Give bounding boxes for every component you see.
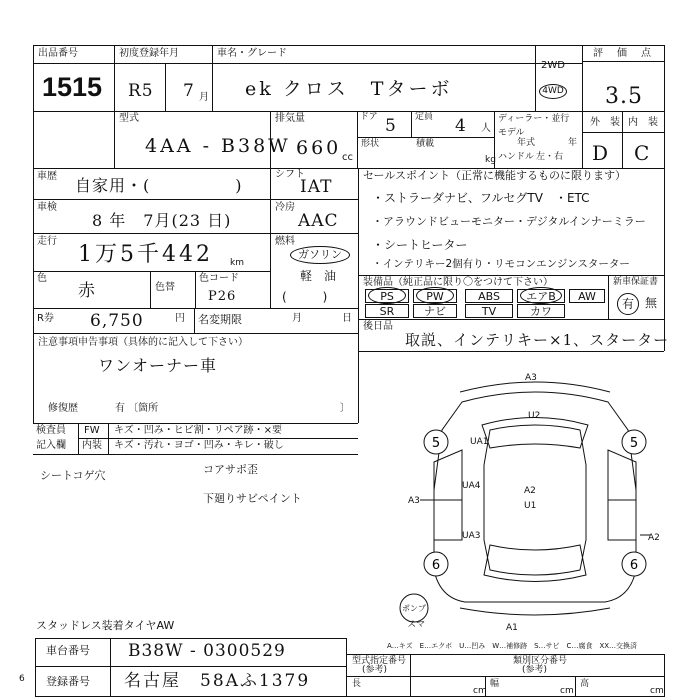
inspector-fw: FW — [84, 425, 100, 436]
ac-value: AAC — [298, 211, 339, 231]
tire-front-right — [622, 430, 646, 454]
type-label: 型式 — [119, 113, 139, 124]
exterior-grade: D — [592, 141, 610, 165]
equipment-title: 装備品（純正品に限り〇をつけて下さい） — [363, 277, 553, 288]
displacement-label: 排気量 — [275, 113, 305, 124]
color-code-value: P26 — [208, 289, 237, 304]
equip-ps-label: PS — [380, 290, 394, 303]
model-year-unit: 年 — [568, 138, 578, 148]
handle-options: 左・右 — [536, 152, 564, 162]
new-car-warranty-label: 新車保証書 — [613, 277, 659, 287]
repair-history-value: 有 〔箇所 — [115, 403, 159, 414]
tire-rear-left — [424, 552, 448, 576]
equip-airbag-circle — [520, 287, 562, 304]
selling-point-3: ・シートヒーター — [372, 238, 468, 252]
equip-leather — [517, 304, 565, 318]
notes-line-1: ワンオーナー車 — [98, 356, 218, 375]
fuel-label: 燃料 — [275, 236, 295, 247]
exterior-grade-label: 外 装 — [590, 117, 620, 128]
page-number: 6 — [19, 674, 25, 684]
doors-value: 5 — [385, 116, 397, 136]
shape-label: 形状 — [361, 139, 380, 149]
remark-4: スタッドレス装着タイヤAW — [36, 619, 175, 632]
remark-2: コアサポ歪 — [203, 463, 258, 476]
tire-front-left-depth: 5 — [431, 436, 441, 451]
inspection-value: 8 年 7月(23 日) — [92, 211, 232, 230]
chassis-number: B38W - 0300529 — [128, 641, 286, 661]
color-label: 色 — [37, 273, 47, 284]
repair-history-close: 〕 — [340, 403, 350, 414]
equip-sr — [365, 304, 409, 318]
capacity-label: 定員 — [415, 112, 434, 122]
class-number-label: 類別区分番号 — [513, 656, 568, 666]
dealer-label: ディーラー・並行 — [498, 114, 570, 124]
displacement-value: 660 — [296, 137, 342, 159]
mileage-value: 1万5千442 — [78, 242, 213, 267]
tire-front-right-depth: 5 — [629, 436, 639, 451]
color-value: 赤 — [78, 281, 96, 301]
selling-points-title: セールスポイント（正常に機能するものに限ります） — [363, 169, 627, 182]
inspection-label: 車検 — [37, 202, 57, 213]
first-registration-label: 初度登録年月 — [119, 48, 179, 59]
repair-history-label: 修復歴 — [48, 403, 78, 414]
doors-label: ドア — [360, 112, 378, 122]
spare-label: ポンプ — [402, 604, 426, 613]
spare-marker — [400, 594, 428, 622]
mark-left-side: A3 — [408, 496, 420, 506]
equip-pw-label: PW — [426, 290, 444, 303]
equip-navi — [413, 304, 457, 318]
ac-label: 冷房 — [275, 202, 295, 213]
tire-rear-right-depth: 6 — [629, 558, 639, 573]
mark-rear-bumper: A1 — [506, 623, 518, 633]
class-number-sub: (参考) — [522, 665, 548, 675]
height-unit: cm — [650, 686, 664, 696]
width-label: 幅 — [490, 679, 500, 689]
equip-airbag-label: エアB — [526, 290, 556, 303]
mark-roof-1: A2 — [524, 486, 536, 496]
recycle-label: R券 — [37, 313, 54, 324]
recycle-value: 6,750 — [90, 311, 144, 331]
equip-abs-label: ABS — [478, 290, 500, 303]
tire-rear-right — [622, 552, 646, 576]
width-unit: cm — [560, 686, 574, 696]
lot-number-label: 出品番号 — [38, 48, 78, 59]
mark-right-rear: A2 — [648, 533, 660, 543]
selling-point-4: ・インテリキー2個有り・リモコンエンジンスターター — [372, 258, 630, 270]
score-label: 評 価 点 — [593, 48, 653, 59]
selling-point-1: ・ストラーダナビ、フルセグTV ・ETC — [372, 191, 590, 205]
month-unit: 月 — [199, 92, 209, 103]
length-unit: cm — [473, 686, 487, 696]
mark-left-rear-door: UA3 — [462, 531, 481, 541]
interior-grade-label: 内 装 — [628, 117, 658, 128]
chassis-label: 車台番号 — [46, 644, 90, 657]
equip-abs — [465, 289, 513, 303]
lot-number: 1515 — [42, 72, 103, 102]
remark-3: 下廻りサビペイント — [203, 492, 302, 505]
selling-point-2: ・アラウンドビューモニター・デジタルインナーミラー — [372, 215, 646, 228]
equip-pw-circle — [416, 287, 454, 304]
shift-value: IAT — [300, 177, 333, 197]
score-value: 3.5 — [605, 84, 643, 109]
tire-front-left — [424, 430, 448, 454]
equip-ps-circle — [368, 287, 406, 304]
equip-aw-label: AW — [578, 290, 596, 303]
equip-sr-label: SR — [379, 305, 395, 318]
type-cert-sub: (参考) — [362, 665, 388, 675]
spare-sublabel: スマ — [407, 620, 425, 630]
displacement-unit: cc — [342, 152, 353, 163]
interior-grade: C — [634, 141, 651, 165]
mark-front-bumper: A3 — [525, 373, 537, 383]
load-unit: kg — [485, 155, 496, 165]
warranty-yes: 有 — [617, 293, 639, 315]
tire-rear-left-depth: 6 — [431, 558, 441, 573]
drive-4wd: 4WD — [539, 84, 567, 99]
length-label: 長 — [352, 679, 362, 689]
inspector-exterior-items: キズ・凹み・ヒビ割・リペア跡・×要 — [114, 425, 282, 436]
fuel-other: ( ) — [282, 290, 328, 304]
remark-1: シートコゲ穴 — [40, 469, 106, 482]
equip-aw — [569, 289, 605, 303]
recycle-day: 日 — [342, 313, 352, 324]
mark-hood: U2 — [528, 411, 541, 421]
history-label: 車歴 — [37, 171, 57, 182]
equip-leather-label: カワ — [530, 305, 552, 318]
aftermarket-label: 後日品 — [363, 321, 393, 332]
color-change-label: 色替 — [155, 282, 175, 293]
capacity-unit: 人 — [481, 123, 491, 134]
shift-label: シフト — [275, 169, 305, 180]
capacity-value: 4 — [455, 116, 467, 136]
model-year-sublabel: 年式 — [517, 138, 536, 148]
load-label: 積載 — [416, 139, 435, 149]
model-name: ek クロス Tターボ — [245, 78, 453, 100]
color-code-label: 色コード — [199, 273, 239, 284]
height-label: 高 — [580, 679, 590, 689]
mark-left-front-door: UA4 — [462, 481, 481, 491]
handle-label: ハンドル — [498, 152, 535, 162]
model-grade-label: 車名・グレード — [217, 48, 287, 59]
first-registration-month: 7 — [183, 81, 195, 101]
model-year-label: モデル — [498, 128, 525, 138]
inspector-interior-label: 内装 — [82, 440, 102, 451]
registration-label: 登録番号 — [46, 675, 90, 688]
fuel-gasoline: ガソリン — [290, 246, 350, 264]
recycle-due-label: 名変期限 — [198, 313, 242, 326]
aftermarket-value: 取説、インテリキー×1、スターター — [405, 331, 670, 349]
mileage-label: 走行 — [37, 236, 57, 247]
equip-tv — [465, 304, 513, 318]
inspector-label-1: 検査員 — [36, 425, 66, 436]
first-registration-year: R5 — [128, 81, 154, 101]
inspector-interior-items: キズ・汚れ・ヨゴ・凹み・キレ・破し — [114, 440, 284, 451]
inspector-label-2: 記入欄 — [36, 440, 66, 451]
warranty-no: 無 — [645, 296, 658, 310]
equip-tv-label: TV — [481, 305, 497, 318]
drive-2wd: 2WD — [541, 60, 565, 71]
equip-navi-label: ナビ — [424, 305, 446, 318]
type-cert-label: 型式指定番号 — [352, 656, 407, 666]
type-value: 4AA - B38W — [145, 135, 291, 157]
recycle-month: 月 — [292, 313, 302, 324]
damage-legend: A…キズ E…エクボ U…凹み W…補修跡 S…サビ C…腐食 XX…交換済 — [387, 642, 638, 650]
mileage-unit: km — [230, 258, 244, 268]
fuel-diesel: 軽 油 — [300, 269, 337, 283]
history-value: 自家用・( ) — [75, 176, 243, 195]
recycle-unit: 円 — [175, 313, 185, 324]
mark-front-left: UA1 — [470, 437, 489, 447]
mark-roof-2: U1 — [524, 501, 537, 511]
registration-number: 名古屋 58Aふ1379 — [124, 671, 311, 691]
notes-title: 注意事項申告事項（具体的に記入して下さい） — [38, 337, 248, 348]
